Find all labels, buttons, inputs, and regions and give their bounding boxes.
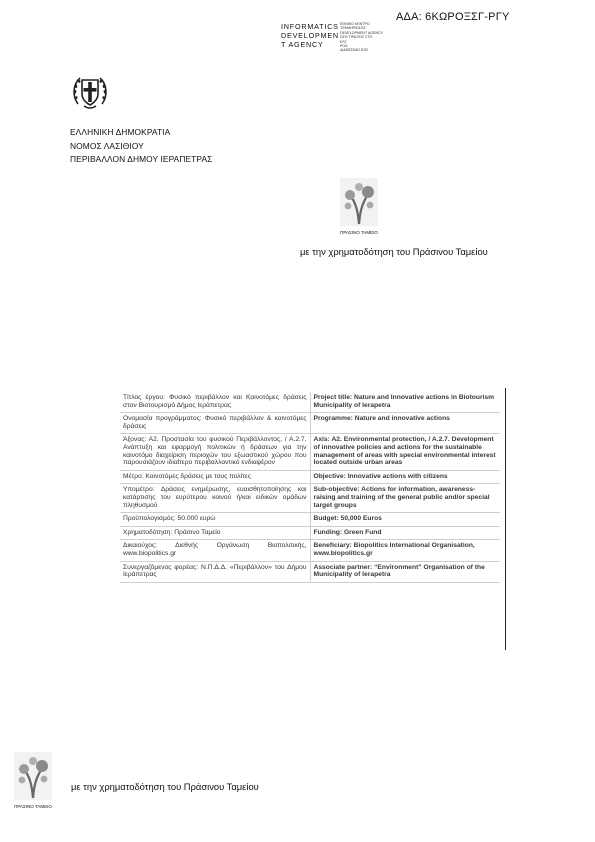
- agency-line: DEVELOPMEN: [281, 31, 339, 40]
- english-cell: Objective: Innovative actions with citizens: [310, 470, 500, 484]
- project-table: [120, 392, 500, 583]
- funding-note: με την χρηματοδότηση του Πράσινου Ταμείου: [300, 246, 488, 257]
- organisation-header: [70, 126, 212, 167]
- table-row: [120, 540, 500, 561]
- agency-small-line: ΤΕΚΜΗΡΙΩΣΗΣ: [340, 26, 366, 31]
- green-fund-logo-icon: [14, 752, 52, 800]
- org-line-organisation: ΠΕΡΙΒΑΛΛΟΝ ΔΗΜΟΥ ΙΕΡΑΠΕΤΡΑΣ: [70, 154, 213, 164]
- funding-note: με την χρηματοδότηση του Πράσινου Ταμείου: [71, 781, 259, 792]
- greek-cell: Δικαιούχος: Διεθνής Οργάνωση Βιοπολιτικής, www.biopolitics.gr: [120, 540, 310, 561]
- table-row: [120, 484, 500, 513]
- english-cell: Sub-objective: Actions for information, awareness-raising and training of the general public and/or special target groups: [310, 484, 500, 513]
- greek-cell: Υπομέτρο: Δράσεις ενημέρωσης, ευαισθητοποίησης και κατάρτισης του ευρύτερου κοινού ή/και ειδικών ομάδων πληθυσμού: [120, 484, 310, 513]
- english-cell: Project title: Nature and Innovative actions in Biotourism Municipality of Ierapetra: [310, 392, 500, 413]
- green-fund-logo-icon: [340, 178, 378, 226]
- table-row: [120, 513, 500, 527]
- project-info-table: [120, 392, 500, 660]
- english-cell: Funding: Green Fund: [310, 526, 500, 540]
- greek-cell: Ονομασία προγράμματος: Φυσικό περιβάλλον & καινοτόμες δράσεις: [120, 413, 310, 434]
- agency-small-line: ΔΙΑΘΕΣΙΜΟ ΕΩΣ: [340, 48, 369, 53]
- table-row: [120, 470, 500, 484]
- table-side-rule: [505, 388, 506, 650]
- agency-small-line: ΡΟΑ: [340, 44, 348, 49]
- table-row: [120, 413, 500, 434]
- greek-emblem-icon: [70, 72, 110, 112]
- agency-small-print: [340, 22, 402, 53]
- agency-small-line: ΕΛΤ: [340, 39, 347, 44]
- agency-line: INFORMATICS: [281, 22, 339, 31]
- logo-caption: ΠΡΑΣΙΝΟ ΤΑΜΕΙΟ: [340, 230, 378, 235]
- greek-cell: Τίτλος έργου: Φυσικό περιβάλλον και Καινοτόμες δράσεις στον Βιοτουρισμό Δήμος Ιεράπετρας: [120, 392, 310, 413]
- greek-cell: Συνεργαζόμενος φορέας: Ν.Π.Δ.Δ. «Περιβάλλον» του Δήμου Ιεράπετρας: [120, 561, 310, 582]
- org-line-country: ΕΛΛΗΝΙΚΗ ΔΗΜΟΚΡΑΤΙΑ: [70, 127, 171, 137]
- ada-code: ΑΔΑ: 6ΚΩΡΟΞΣΓ-ΡΓΥ: [396, 11, 510, 23]
- agency-small-line: ΩΣΗ ΤΙΡΑΞΕΙΣ ΣΤΟ: [340, 35, 373, 40]
- table-row: [120, 434, 500, 470]
- table-row: [120, 561, 500, 582]
- agency-small-line: ΕΘΝΙΚΟ ΚΕΝΤΡΟ: [340, 22, 370, 26]
- english-cell: Axis: A2. Environmental protection, / A.2.7. Development of innovative policies and actions for the sustainable management of areas with special environmental interest located outside urban areas: [310, 434, 500, 470]
- greek-cell: Προϋπολογισμός: 50.000 ευρώ: [120, 513, 310, 527]
- logo-caption: ΠΡΑΣΙΝΟ ΤΑΜΕΙΟ: [14, 804, 52, 809]
- agency-name: [281, 22, 339, 49]
- table-row: [120, 526, 500, 540]
- english-cell: Associate partner: “Environment” Organisation of the Municipality of Ierapetra: [310, 561, 500, 582]
- org-line-prefecture: ΝΟΜΟΣ ΛΑΣΙΘΙΟΥ: [70, 140, 144, 151]
- agency-line: T AGENCY: [281, 40, 324, 49]
- greek-cell: Χρηματοδότηση: Πράσινο Ταμείο: [120, 526, 310, 540]
- agency-small-line: DEVELOPMENT AGENCY: [340, 30, 384, 35]
- english-cell: Programme: Nature and innovative actions: [310, 413, 500, 434]
- greek-cell: Μέτρο: Καινοτόμες δράσεις με τους πολίτες: [120, 470, 310, 484]
- english-cell: Beneficiary: Biopolitics International Organisation, www.biopolitics.gr: [310, 540, 500, 561]
- greek-cell: Άξονας: Α2. Προστασία του φυσικού Περιβάλλοντος, / Α.2.7. Ανάπτυξη και εφαρμογή πολιτικών ή δράσεων για την καινοτόμο διαχείριση περιοχών του εξωαστικού χώρου που παρουσιάζουν ιδιαίτερο περιβαλλοντικό ενδιαφέρον: [120, 434, 310, 470]
- english-cell: Budget: 50,000 Euros: [310, 513, 500, 527]
- table-row: [120, 392, 500, 413]
